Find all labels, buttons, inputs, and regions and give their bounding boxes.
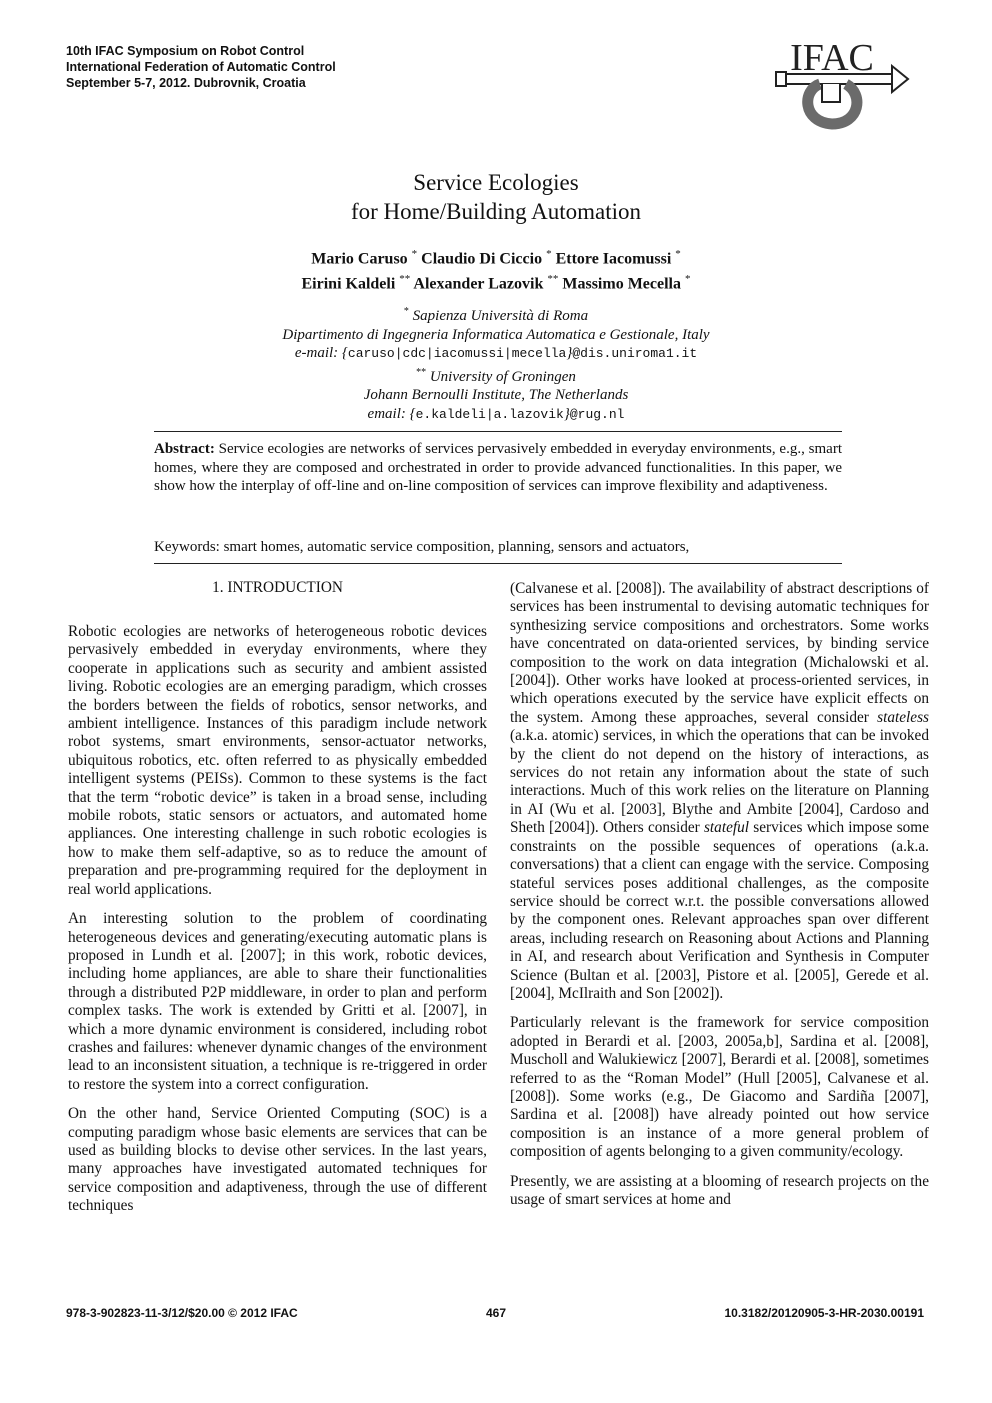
ifac-logo-icon — [774, 36, 910, 132]
conference-header — [66, 43, 336, 91]
author-mark: * — [546, 248, 552, 260]
title-line-2: for Home/Building Automation — [350, 199, 642, 224]
department-2: Johann Bernoulli Institute, The Netherlands — [363, 387, 629, 403]
conference-line-1: 10th IFAC Symposium on Robot Control — [66, 44, 305, 58]
right-column — [510, 580, 929, 1220]
affil-mark: * — [403, 306, 409, 317]
author-list — [0, 244, 992, 295]
author-mark: ** — [547, 273, 559, 286]
department-1: Dipartimento di Ingegneria Informatica Automatica e Gestionale, Italy — [282, 326, 710, 343]
author: Mario Caruso — [311, 250, 408, 268]
left-column — [68, 623, 487, 1227]
emphasis: stateful — [703, 819, 750, 837]
abstract — [154, 440, 842, 496]
abstract-label: Abstract: — [154, 441, 215, 457]
author: Massimo Mecella — [562, 275, 681, 293]
abstract-text: Service ecologies are networks of services pervasively embedded in everyday environments, e.g., smart homes, where they are composed and orchestrated in order to provide advanced functionalities. In this paper, we show how the interplay of off-line and on-line composition of services can improve flexibility and adaptiveness. — [154, 441, 843, 494]
paragraph: Presently, we are assisting at a blooming of research projects on the usage of smart services at home and — [510, 1172, 929, 1208]
logo-text: IFAC — [790, 37, 874, 79]
paragraph: Robotic ecologies are networks of heterogeneous robotic devices pervasively embedded in everyday environments, where they cooperate in applications such as security and ambient assisted living. Robotic ecologies are an emerging paradigm, which crosses the borders between the fields of robotics, sensor networks, and ambient intelligence. Instances of this paradigm include network robot systems, smart environments, sensor-actuator networks, ubiquitous robotics, etc. often referred to as physically embedded intelligent systems (PEISs). Common to these systems is the fact that the term “robotic device” is taken in a broad sense, including mobile robots, static sensors or actuators, and automated home appliances. One interesting challenge in such robotic ecologies is how to make them self-adaptive, so as to reduce the amount of preparation and pre-programming required for the deployment in real world applications. — [68, 623, 487, 898]
author: Ettore Iacomussi — [555, 250, 672, 268]
abstract-bottom-rule — [154, 563, 842, 564]
footer-isbn: 978-3-902823-11-3/12/$20.00 © 2012 IFAC — [66, 1306, 298, 1320]
author-mark: * — [684, 273, 691, 286]
author-mark: * — [411, 248, 418, 260]
section-heading: 1. INTRODUCTION — [212, 579, 343, 596]
footer-doi[interactable]: 10.3182/20120905-3-HR-2030.00191 — [724, 1306, 924, 1320]
institution-2: University of Groningen — [429, 368, 576, 385]
conference-line-3: September 5-7, 2012. Dubrovnik, Croatia — [66, 76, 306, 90]
author: Claudio Di Ciccio — [421, 250, 543, 268]
abstract-top-rule — [154, 431, 842, 432]
author: Alexander Lazovik — [413, 275, 544, 293]
paper-title — [0, 168, 992, 226]
paragraph: On the other hand, Service Oriented Computing (SOC) is a computing paradigm whose basic elements are services that can be used as building blocks to devise other services. In the last years, many approaches have investigated automated techniques for service composition and adaptiveness, through the use of different techniques — [68, 1105, 487, 1215]
author: Eirini Kaldeli — [301, 275, 396, 293]
paragraph: (Calvanese et al. [2008]). The availability of abstract descriptions of services has been instrumental to devising automatic techniques for synthesizing service compositions and orchestrators. Some works have concentrated on data-oriented services, by binding service composition to the work on data integration (Michalowski et al. [2004]). Other works have looked at process-oriented services, in which operations executed by the service have explicit effects on the system. Among these approaches, several consider stateless (a.k.a. atomic) services, in which the operations that can be invoked by the client do not depend on the history of interactions, as services do not retain any information about the state of such interactions. Much of this work relies on the literature on Planning in AI (Wu et al. [2003], Blythe and Ambite [2004], Cardoso and Sheth [2004]). Others consider stateful services which impose some constraints on the possible sequences of operations (a.k.a. conversations) that a client can engage with the service. Composing stateful services poses additional challenges, as the composite service should be correct w.r.t. the possible conversations allowed by the component ones. Relevant approaches span over different areas, including research on Reasoning about Actions and Planning in AI, and research about Verification and Synthesis in Computer Science (Bultan et al. [2003], Pistore et al. [2005], Gerede et al. [2004], McIlraith and Son [2002]). — [510, 580, 929, 1002]
footer-page-number: 467 — [485, 1306, 507, 1320]
affil-mark: ** — [416, 366, 427, 378]
conference-line-2: International Federation of Automatic Control — [66, 60, 336, 74]
emphasis: stateless — [877, 708, 929, 726]
author-mark: * — [675, 248, 681, 260]
keywords: Keywords: smart homes, automatic service composition, planning, sensors and actuators, — [154, 539, 690, 555]
affiliations — [0, 303, 992, 424]
author-mark: ** — [399, 273, 411, 286]
email-1[interactable]: e-mail: {caruso|cdc|iacomussi|mecella}@dis.uniroma1.it — [294, 345, 698, 361]
email-2[interactable]: email: {e.kaldeli|a.lazovik}@rug.nl — [367, 405, 625, 422]
paragraph: Particularly relevant is the framework for service composition adopted in Berardi et al. [2003, 2005a,b], Sardina et al. [2008], Muscholl and Walukiewicz [2007], Berardi et al. [2008], sometimes referred to as the “Roman Model” (Hull [2005], Calvanese et al. [2008]). Some works (e.g., De Giacomo and Sardiña [2007], Sardina et al. [2008]) have already pointed out how service composition is an instance of a more general problem of composition of agents belonging to a given community/ecology. — [510, 1014, 929, 1161]
institution-1: Sapienza Università di Roma — [412, 308, 589, 324]
paragraph: An interesting solution to the problem of coordinating heterogeneous devices and generating/executing automatic plans is proposed in Lundh et al. [2007]; in this work, robotic devices, including home appliances, are able to share their functionalities through a distributed P2P middleware, in order to plan and perform complex tasks. The work is extended by Gritti et al. [2007], in which a more dynamic environment is considered, including robot crashes and failures: whenever dynamic changes of the environment lead to an inconsistent situation, a technique is re-triggered in order to restore the system into a correct configuration. — [68, 910, 487, 1093]
title-line-1: Service Ecologies — [413, 170, 579, 195]
